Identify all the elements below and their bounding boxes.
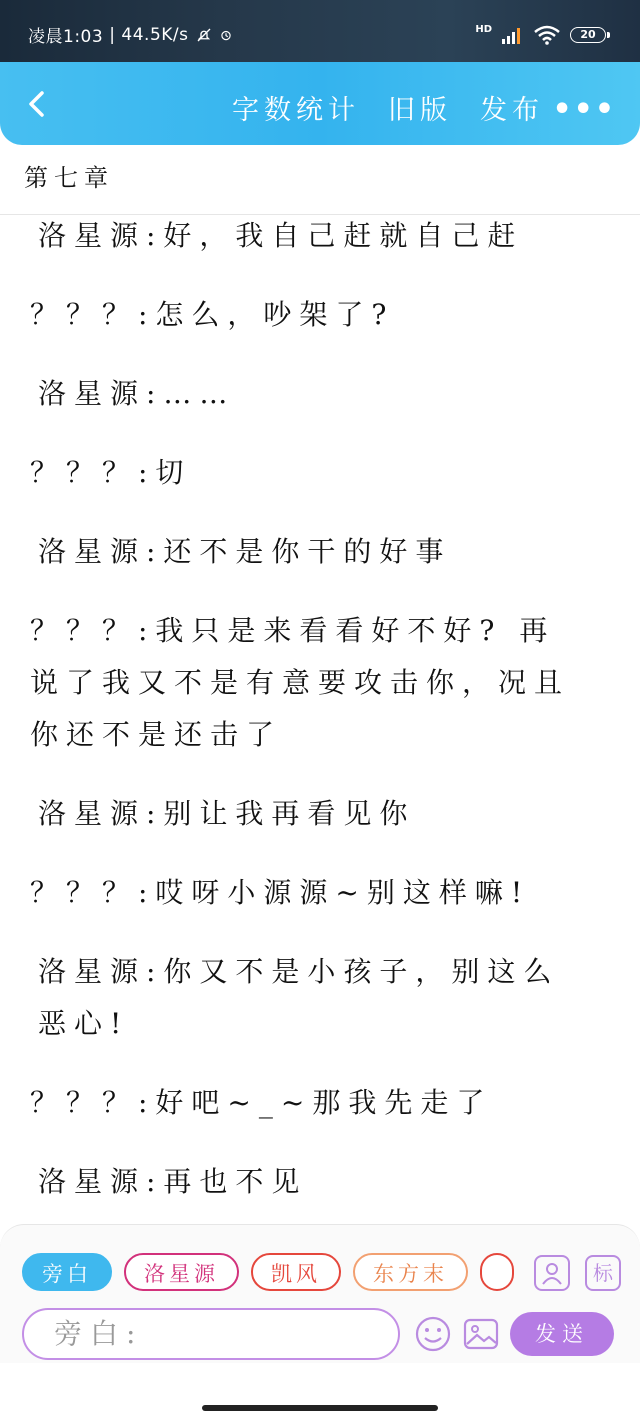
status-separator: | <box>109 24 116 45</box>
dialogue-input[interactable]: 旁白: <box>22 1308 400 1360</box>
emoji-icon[interactable] <box>414 1315 452 1353</box>
signal-icon <box>502 26 524 44</box>
role-chip-dongfangmo[interactable]: 东方末 <box>353 1253 468 1291</box>
status-bar <box>0 0 640 62</box>
send-button[interactable]: 发送 <box>510 1312 614 1356</box>
tag-button[interactable]: 标 <box>585 1255 621 1291</box>
dialogue-line[interactable]: 洛星源:再也不见 <box>38 1165 308 1198</box>
chapter-title: 第七章 <box>24 164 114 192</box>
old-version-button[interactable]: 旧版 <box>388 95 452 126</box>
input-panel <box>0 1224 640 1363</box>
dialogue-line[interactable]: 洛星源:好，我自己赶就自己赶 <box>38 219 524 252</box>
dialogue-line[interactable]: 洛星源:别让我再看见你 <box>38 797 416 830</box>
dialogue-line[interactable]: 洛星源:…… <box>38 377 236 410</box>
word-count-button[interactable]: 字数统计 <box>232 95 360 126</box>
more-menu-icon[interactable]: ••• <box>552 92 616 127</box>
top-header <box>0 62 640 145</box>
dialogue-line[interactable]: ？？？:哎呀小源源~别这样嘛! <box>30 876 531 909</box>
home-indicator[interactable] <box>202 1405 438 1411</box>
dialogue-line[interactable]: ？？？:切 <box>30 456 192 489</box>
status-speed: 44.5K/s <box>121 24 189 45</box>
wifi-icon <box>534 25 560 45</box>
role-chip-luoxingyuan[interactable]: 洛星源 <box>124 1253 239 1291</box>
dialogue-line[interactable]: ？？？:怎么，吵架了? <box>30 298 395 331</box>
alarm-icon <box>219 28 233 42</box>
dialogue-line[interactable]: 洛星源:你又不是小孩子，别这么恶心! <box>38 955 560 1040</box>
bell-off-icon <box>195 26 213 44</box>
hd-badge: HD <box>475 23 492 35</box>
dialogue-line[interactable]: 洛星源:还不是你干的好事 <box>38 535 452 568</box>
back-arrow-icon[interactable] <box>22 88 54 120</box>
dialogue-content <box>30 210 590 1235</box>
role-chip-kaifeng[interactable]: 凯风 <box>251 1253 341 1291</box>
role-chip-narration[interactable]: 旁白 <box>22 1253 112 1291</box>
dialogue-line[interactable]: ？？？:我只是来看看好不好? 再说了我又不是有意要攻击你，况且你还不是还击了 <box>30 614 571 751</box>
role-chip-more[interactable] <box>480 1253 514 1291</box>
status-right <box>475 25 606 45</box>
publish-button[interactable]: 发布 <box>480 95 544 126</box>
role-chip-row <box>22 1253 517 1291</box>
status-time: 凌晨1:03 <box>28 27 104 47</box>
role-manager-icon[interactable] <box>534 1255 570 1291</box>
image-icon[interactable] <box>462 1315 500 1353</box>
status-left <box>28 22 233 47</box>
battery-indicator: 20 <box>570 27 606 43</box>
header-actions <box>232 88 544 127</box>
dialogue-line[interactable]: ？？？:好吧~_~那我先走了 <box>30 1086 493 1119</box>
